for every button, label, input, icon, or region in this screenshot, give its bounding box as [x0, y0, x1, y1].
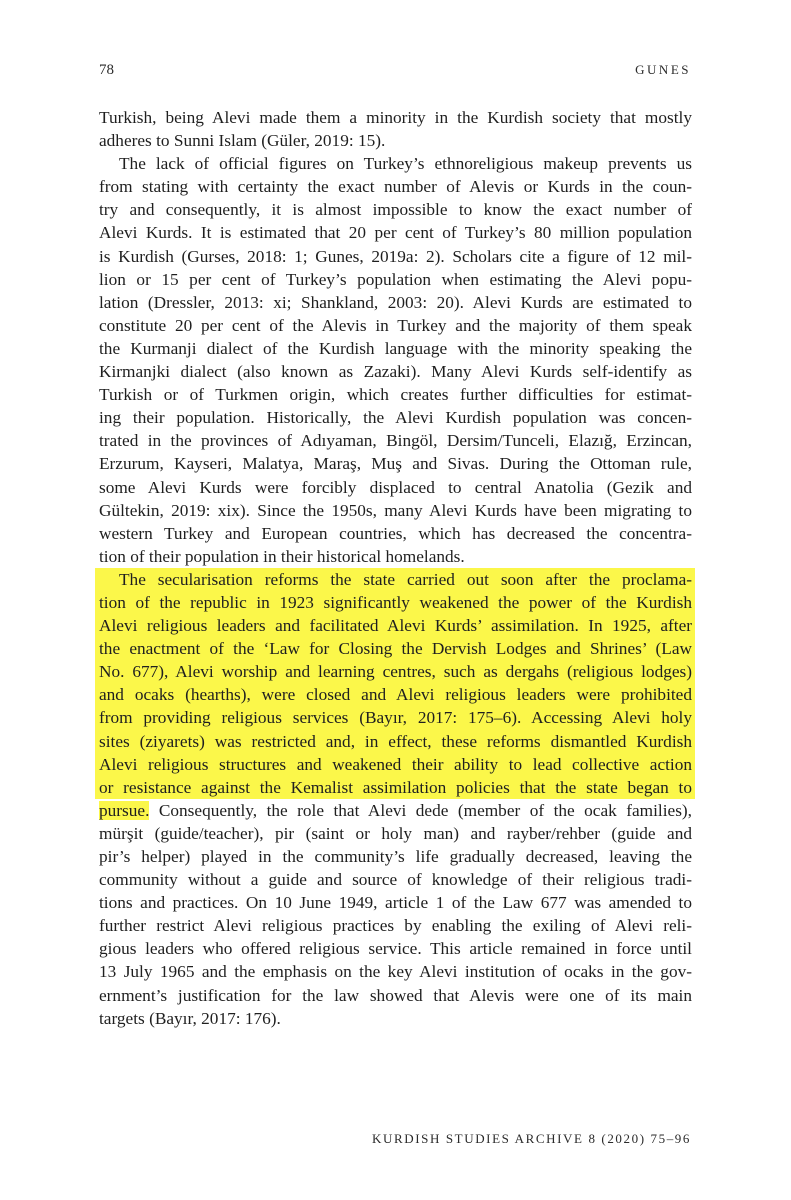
- text-line: community without a guide and source of knowledge of their religious tradi-: [99, 870, 692, 890]
- page-number: 78: [99, 62, 114, 78]
- text-line: lion or 15 per cent of Turkey’s population when estimating the Alevi popu-: [99, 269, 692, 289]
- body-text: [99, 106, 692, 1030]
- text-line: lation (Dressler, 2013: xi; Shankland, 2003: 20). Alevi Kurds are estimated to: [99, 292, 692, 312]
- highlighted-line: No. 677), Alevi worship and learning centres, such as dergahs (religious lodges): [95, 660, 695, 683]
- running-head: [99, 62, 691, 84]
- split-line: [99, 799, 692, 822]
- text-line: Turkish, being Alevi made them a minority in the Kurdish society that mostly: [99, 108, 692, 127]
- text-line: western Turkey and European countries, which has decreased the concentra-: [99, 523, 692, 543]
- text-line: Alevi Kurds. It is estimated that 20 per cent of Turkey’s 80 million population: [99, 223, 692, 243]
- text-line: try and consequently, it is almost impossible to know the exact number of: [99, 200, 692, 220]
- text-line: further restrict Alevi religious practices by enabling the exiling of Alevi reli-: [99, 916, 692, 936]
- text-line: tion of their population in their historical homelands.: [99, 546, 465, 566]
- text-line: ernment’s justification for the law showed that Alevis were one of its main: [99, 985, 692, 1005]
- highlighted-line: Alevi religious structures and weakened their ability to lead collective action: [95, 753, 695, 776]
- highlighted-line: or resistance against the Kemalist assimilation policies that the state began to: [95, 776, 695, 799]
- text-line: constitute 20 per cent of the Alevis in Turkey and the majority of them speak: [99, 315, 692, 335]
- text-line: is Kurdish (Gurses, 2018: 1; Gunes, 2019a: 2). Scholars cite a figure of 12 mil-: [99, 246, 692, 266]
- line-remainder: Consequently, the role that Alevi dede (member of the ocak families),: [149, 800, 692, 820]
- highlighted-fragment: pursue.: [99, 800, 150, 820]
- text-line: 13 July 1965 and the emphasis on the key Alevi institution of ocaks in the gov-: [99, 962, 692, 982]
- highlighted-line: and ocaks (hearths), were closed and Alevi religious leaders were prohibited: [95, 683, 695, 706]
- text-line: the Kurmanji dialect of the Kurdish language with the minority speaking the: [99, 338, 692, 358]
- text-line: gious leaders who offered religious service. This article remained in force until: [99, 939, 692, 959]
- journal-footer: KURDISH STUDIES ARCHIVE 8 (2020) 75–96: [372, 1131, 691, 1146]
- text-line: trated in the provinces of Adıyaman, Bingöl, Dersim/Tunceli, Elazığ, Erzincan,: [99, 431, 692, 451]
- highlighted-line: The secularisation reforms the state carried out soon after the proclama-: [95, 568, 695, 591]
- text-line: mürşit (guide/teacher), pir (saint or holy man) and rayber/rehber (guide and: [99, 823, 692, 843]
- text-line: pir’s helper) played in the community’s life gradually decreased, leaving the: [99, 847, 692, 866]
- text-line: tions and practices. On 10 June 1949, article 1 of the Law 677 was amended to: [99, 893, 692, 913]
- highlighted-line: the enactment of the ‘Law for Closing the Dervish Lodges and Shrines’ (Law: [95, 637, 695, 660]
- text-line: ing their population. Historically, the Alevi Kurdish population was concen-: [99, 408, 692, 428]
- text-line: Kirmanjki dialect (also known as Zazaki). Many Alevi Kurds self-identify as: [99, 362, 692, 382]
- highlighted-line: sites (ziyarets) was restricted and, in effect, these reforms dismantled Kurdish: [95, 730, 695, 753]
- text-line: some Alevi Kurds were forcibly displaced to central Anatolia (Gezik and: [99, 477, 692, 497]
- text-line: from stating with certainty the exact number of Alevis or Kurds in the coun-: [99, 177, 692, 197]
- text-line: Gültekin, 2019: xix). Since the 1950s, many Alevi Kurds have been migrating to: [99, 500, 692, 520]
- highlighted-line: Alevi religious leaders and facilitated Alevi Kurds’ assimilation. In 1925, after: [95, 614, 695, 637]
- text-line: adheres to Sunni Islam (Güler, 2019: 15).: [99, 131, 386, 151]
- text-line: The lack of official figures on Turkey’s ethnoreligious makeup prevents us: [119, 154, 692, 174]
- highlighted-line: from providing religious services (Bayır, 2017: 175–6). Accessing Alevi holy: [95, 706, 695, 729]
- text-line: Erzurum, Kayseri, Malatya, Maraş, Muş and Sivas. During the Ottoman rule,: [99, 454, 692, 474]
- text-line: targets (Bayır, 2017: 176).: [99, 1008, 281, 1028]
- text-line: Turkish or of Turkmen origin, which creates further difficulties for estimat-: [99, 385, 692, 405]
- running-head-author: GUNES: [635, 62, 691, 77]
- highlighted-line: tion of the republic in 1923 significantly weakened the power of the Kurdish: [95, 591, 695, 614]
